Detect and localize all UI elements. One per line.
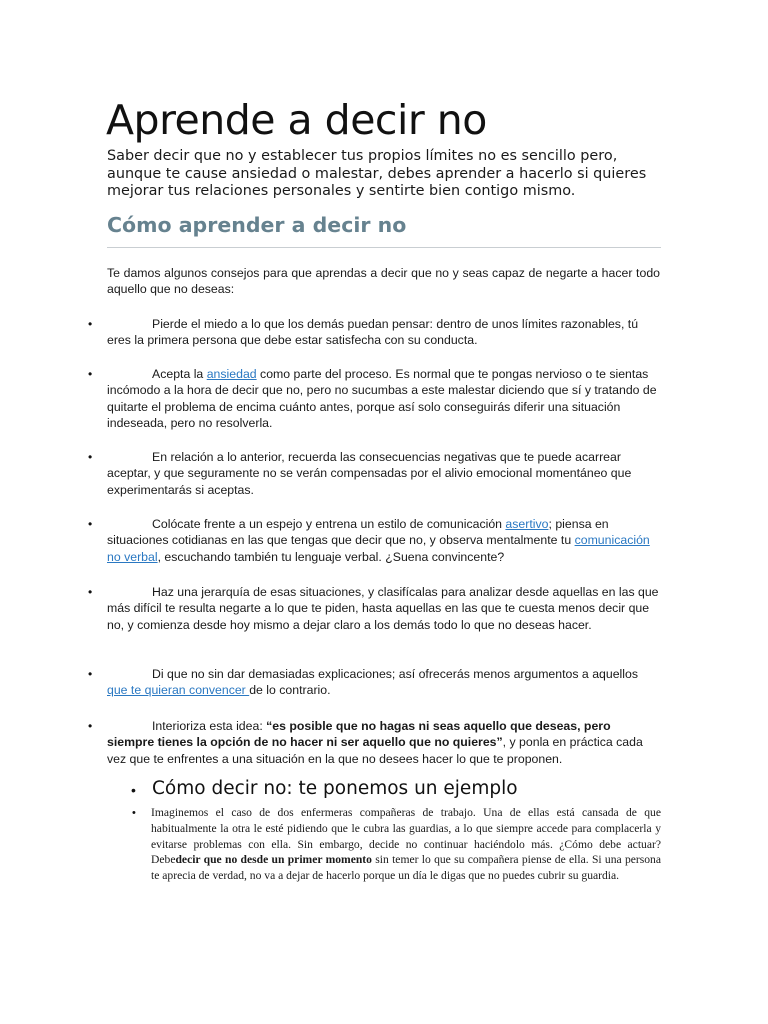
list-item-text: Di que no sin dar demasiadas explicaciones; así ofrecerás menos argumentos a aquellos: [152, 667, 638, 681]
list-item: [88, 584, 660, 633]
list-item: [88, 449, 660, 498]
list-item-text: Pierde el miedo a lo que los demás puedan pensar: dentro de unos límites razonables, tú eres la primera persona que debe estar satisfecha con su conducta.: [107, 317, 639, 348]
bullet-icon: •: [88, 317, 93, 331]
section-heading: Cómo aprender a decir no: [107, 213, 407, 237]
comunicacion-no-verbal-link[interactable]: comunicación no verbal: [107, 533, 650, 564]
list-item: [88, 718, 660, 767]
bullet-icon: •: [88, 585, 93, 599]
list-item: [88, 316, 660, 349]
list-item-text: ; piensa en situaciones cotidianas en las que tengas que decir que no, y observa mentalmente tu: [107, 517, 609, 548]
bullet-icon: •: [88, 517, 93, 531]
bullet-icon: •: [88, 667, 93, 681]
key-idea-quote: “es posible que no hagas ni seas aquello que deseas, pero siempre tienes la opción de no hacer ni ser aquello que no quieres”: [107, 719, 611, 750]
list-item-text: Interioriza esta idea:: [152, 719, 267, 733]
example-text: sin temer lo que su compañera piense de ella. Si una persona te aprecia de verdad, no va a dejar de hacerlo porque un día le digas que no puedes cubrir su guardia.: [151, 853, 662, 883]
list-item: [88, 366, 660, 431]
page-title: Aprende a decir no: [106, 96, 487, 144]
bullet-icon: •: [88, 367, 93, 381]
example-heading: Cómo decir no: te ponemos un ejemplo: [152, 778, 518, 799]
example-text: Imaginemos el caso de dos enfermeras compañeras de trabajo. Una de ellas está cansada de que habitualmente la otra le esté pidiendo que le cubra las guardias, a lo que siempre accede para complacerla y evitarse problemas con ella. Sin embargo, decide no continuar haciéndolo más. ¿Cómo debe actuar? Debe: [151, 806, 661, 867]
list-item-text: En relación a lo anterior, recuerda las consecuencias negativas que te puede acarrear aceptar, y que seguramente no se verán compensadas por el alivio emocional momentáneo que experimentarás si aceptas.: [107, 450, 632, 497]
list-item-text: Haz una jerarquía de esas situaciones, y clasifícalas para analizar desde aquellas en las que más difícil te resulta negarte a lo que te piden, hasta aquellas en las que te cuesta menos decir que no, y comienza desde hoy mismo a dejar claro a los demás todo lo que no deseas hacer.: [107, 585, 659, 632]
list-item: [88, 666, 660, 699]
bullet-icon: •: [88, 450, 93, 464]
example-item: [132, 805, 662, 884]
list-item-text: , escuchando también tu lenguaje verbal. ¿Suena convincente?: [157, 549, 505, 564]
intro-paragraph: Saber decir que no y establecer tus propios límites no es sencillo pero, aunque te cause ansiedad o malestar, debes aprender a hacerlo si quieres mejorar tus relaciones personales y sentirte bien contigo mismo.: [107, 148, 647, 199]
lead-paragraph: Te damos algunos consejos para que aprendas a decir que no y seas capaz de negarte a hacer todo aquello que no deseas:: [107, 266, 660, 297]
list-item-text: , y ponla en práctica cada vez que te enfrentes a una situación en la que no desees hacer lo que te proponen.: [107, 735, 643, 766]
list-item-text: Acepta la: [152, 367, 207, 381]
heading-divider: [107, 247, 661, 248]
list-item: [88, 516, 660, 565]
example-emphasis: decir que no desde un primer momento: [175, 853, 372, 867]
ansiedad-link[interactable]: ansiedad: [206, 367, 257, 381]
asertivo-link[interactable]: asertivo: [505, 517, 549, 531]
list-item-text: Colócate frente a un espejo y entrena un estilo de comunicación: [152, 517, 506, 531]
convencer-link[interactable]: que te quieran convencer: [107, 683, 250, 698]
list-item-text: de lo contrario.: [249, 683, 331, 698]
list-item-text: como parte del proceso. Es normal que te pongas nervioso o te sientas incómodo a la hora de decir que no, pero no sucumbas a este malestar diciendo que sí y tratando de quitarte el problema de encima cuánto antes, porque así solo conseguirás diferir una situación indeseada, pero no resolverla.: [107, 367, 657, 430]
bullet-icon: •: [131, 782, 136, 798]
bullet-icon: •: [88, 719, 93, 733]
bullet-icon: •: [132, 807, 136, 819]
